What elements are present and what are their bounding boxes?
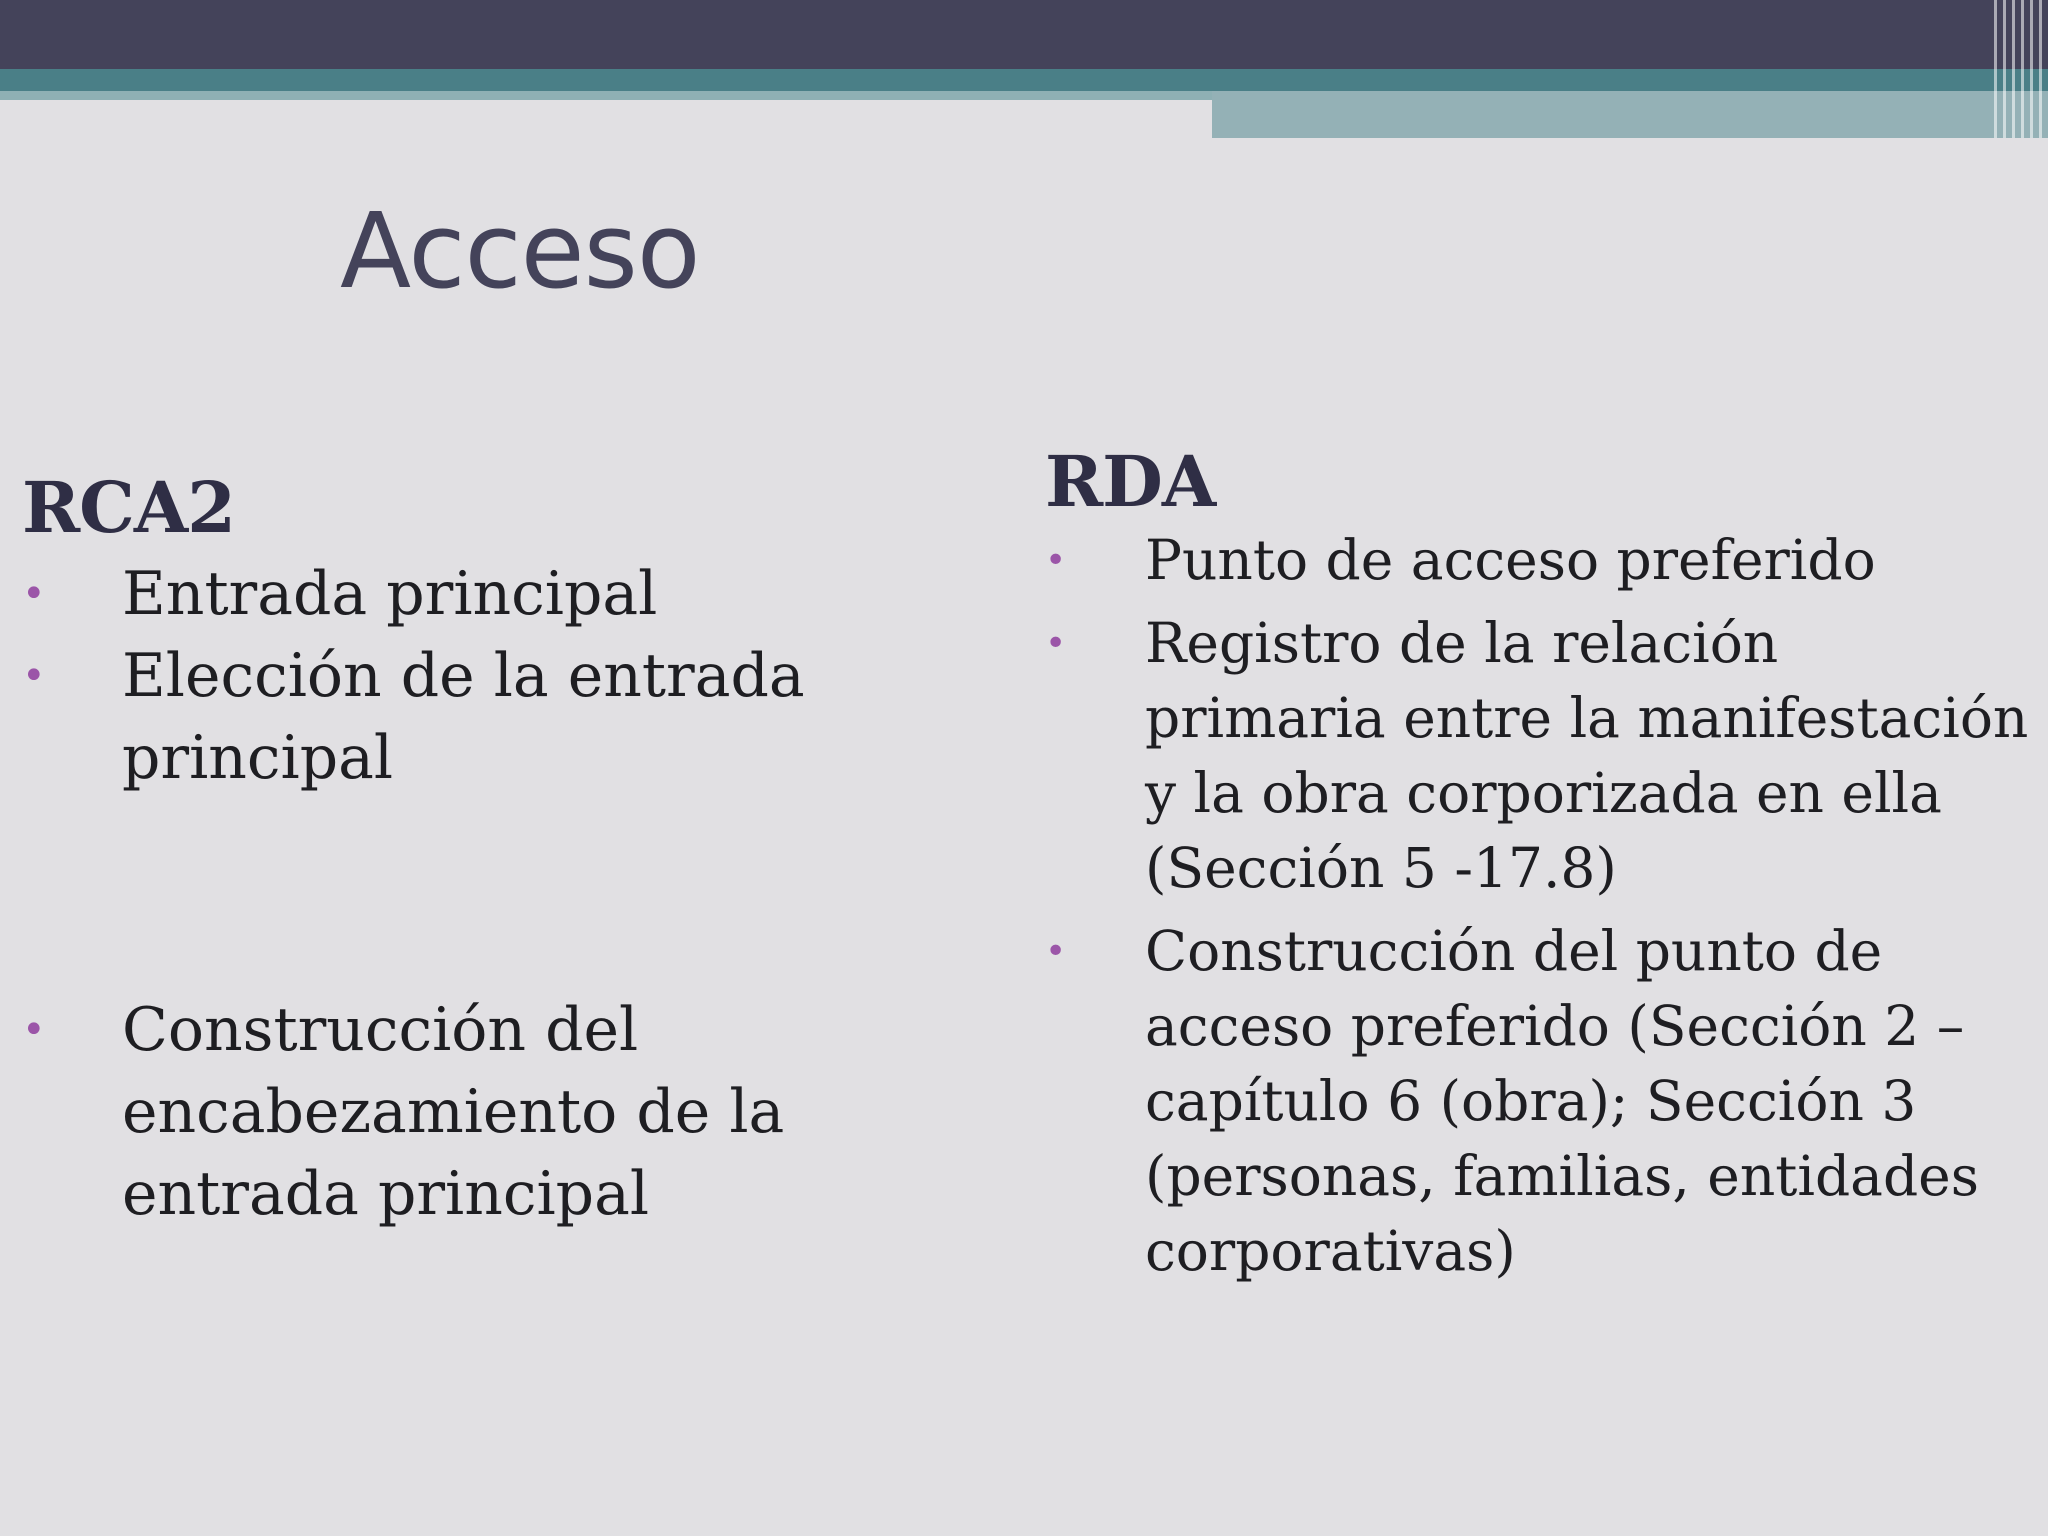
- bullet-icon: •: [22, 1007, 46, 1053]
- header-stripes: [1988, 0, 2048, 138]
- header-band-teal-light: [0, 91, 1212, 100]
- header-band-teal-block: [1212, 91, 2048, 138]
- slide-title: Acceso: [340, 190, 700, 312]
- header-band-dark: [0, 0, 2048, 69]
- bullet-icon: •: [1045, 931, 1067, 972]
- bullet-icon: •: [22, 571, 46, 617]
- bullet-icon: •: [22, 653, 46, 699]
- right-column-list: [1045, 523, 2035, 1289]
- list-item: [1045, 914, 2035, 1289]
- header-band-teal: [0, 69, 2048, 91]
- list-item: [1045, 606, 2035, 906]
- left-column-rca2: [22, 466, 842, 1235]
- list-item: [22, 635, 842, 799]
- list-item-text: Construcción del punto de acceso preferido (Sección 2 – capítulo 6 (obra); Sección 3 (personas, familias, entidades corporativas): [1145, 919, 1979, 1283]
- right-column-rda: [1045, 440, 2035, 1297]
- right-column-heading: RDA: [1045, 440, 1216, 523]
- bullet-icon: •: [1045, 623, 1067, 664]
- bullet-icon: •: [1045, 540, 1067, 581]
- list-item-text: Entrada principal: [122, 559, 658, 629]
- list-item: [22, 989, 842, 1235]
- list-item-text: Registro de la relación primaria entre la manifestación y la obra corporizada en ella (Sección 5 -17.8): [1145, 611, 2029, 900]
- list-item-text: Construcción del encabezamiento de la entrada principal: [122, 995, 785, 1229]
- list-item: [22, 553, 842, 635]
- list-item-text: Punto de acceso preferido: [1145, 528, 1876, 592]
- list-item-text: Elección de la entrada principal: [122, 641, 805, 793]
- left-column-heading: RCA2: [22, 466, 235, 549]
- list-item: [1045, 523, 2035, 598]
- left-column-list: [22, 553, 842, 1235]
